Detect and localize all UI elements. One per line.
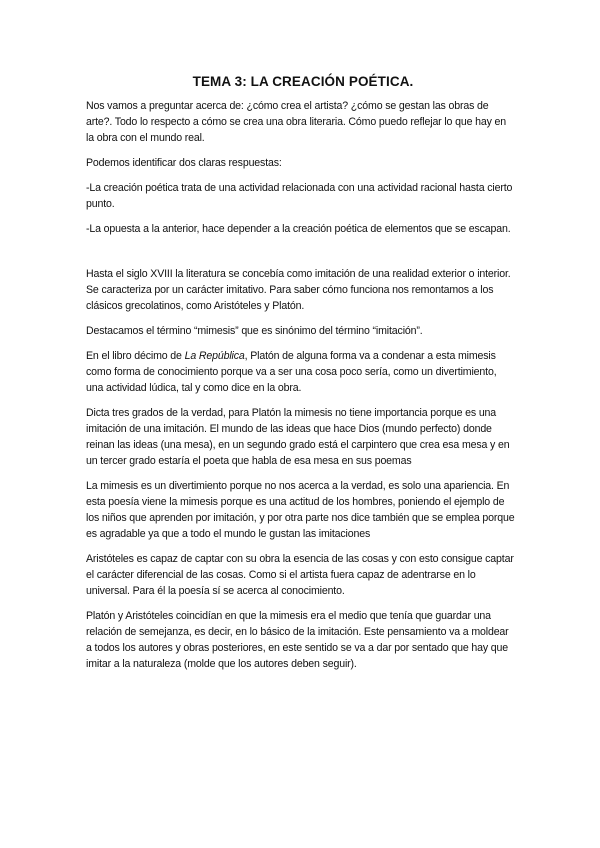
republica-text-after: , Platón de alguna forma va a condenar a esta mimesis como forma de conocimiento porque va a ser una cosa poco sería, como un divertimiento, una actividad lúdica, tal y como dice en la obra. xyxy=(86,350,497,394)
answer-one-paragraph: -La creación poética trata de una actividad relacionada con una actividad racional hasta cierto punto. xyxy=(86,182,513,210)
answers-intro-paragraph: Podemos identificar dos claras respuestas: xyxy=(86,157,282,169)
republica-text-before: En el libro décimo de xyxy=(86,350,185,362)
mimesis-divertimiento-paragraph: La mimesis es un divertimiento porque no nos acerca a la verdad, es solo una apariencia. En esta poesía viene la mimesis porque es una actitud de los hombres, poniendo el ejemplo de los niños que aprenden por imitación, y por otra parte nos dice también que se emplea porque es agradable ya que a todo el mundo le gustan las imitaciones xyxy=(86,480,515,540)
intro-paragraph: Nos vamos a preguntar acerca de: ¿cómo crea el artista? ¿cómo se gestan las obras de arte?. Todo lo respecto a cómo se crea una obra literaria. Cómo puedo reflejar lo que hay en la obra con el mundo real. xyxy=(86,100,507,144)
history-paragraph: Hasta el siglo XVIII la literatura se concebía como imitación de una realidad exterior o interior. Se caracteriza por un carácter imitativo. Para saber cómo funciona nos remontamos a los clásicos grecolatinos, como Aristóteles y Platón. xyxy=(86,268,511,312)
answer-two-paragraph: -La opuesta a la anterior, hace depender a la creación poética de elementos que se escapan. xyxy=(86,223,511,235)
document-title: TEMA 3: LA CREACIÓN POÉTICA. xyxy=(192,74,414,89)
section-gap xyxy=(86,246,516,266)
book-title-italic: La República xyxy=(184,350,245,362)
aristoteles-paragraph: Aristóteles es capaz de captar con su obra la esencia de las cosas y con esto consigue captar el carácter diferencial de las cosas. Como si el artista fuera capaz de adentrarse en lo universal. Para él la poesía sí se acerca al conocimiento. xyxy=(86,553,514,597)
three-degrees-paragraph: Dicta tres grados de la verdad, para Platón la mimesis no tiene importancia porque es una imitación de una imitación. El mundo de las ideas que hace Dios (mundo perfecto) donde reinan las ideas (una mesa), en un segundo grado está el carpintero que crea esa mesa y en un tercer grado estaría el poeta que habla de esa mesa en sus poemas xyxy=(86,407,510,467)
document-body xyxy=(86,74,516,681)
republica-paragraph xyxy=(86,348,516,396)
mimesis-term-paragraph: Destacamos el término “mimesis” que es sinónimo del término “imitación”. xyxy=(86,325,423,337)
conclusion-paragraph: Platón y Aristóteles coincidían en que la mimesis era el medio que tenía que guardar una relación de semejanza, es decir, en lo básico de la imitación. Este pensamiento va a moldear a todos los autores y obras posteriores, en este sentido se va a dar por sentado que hay que imitar a la naturaleza (molde que los autores deben seguir). xyxy=(86,610,509,670)
